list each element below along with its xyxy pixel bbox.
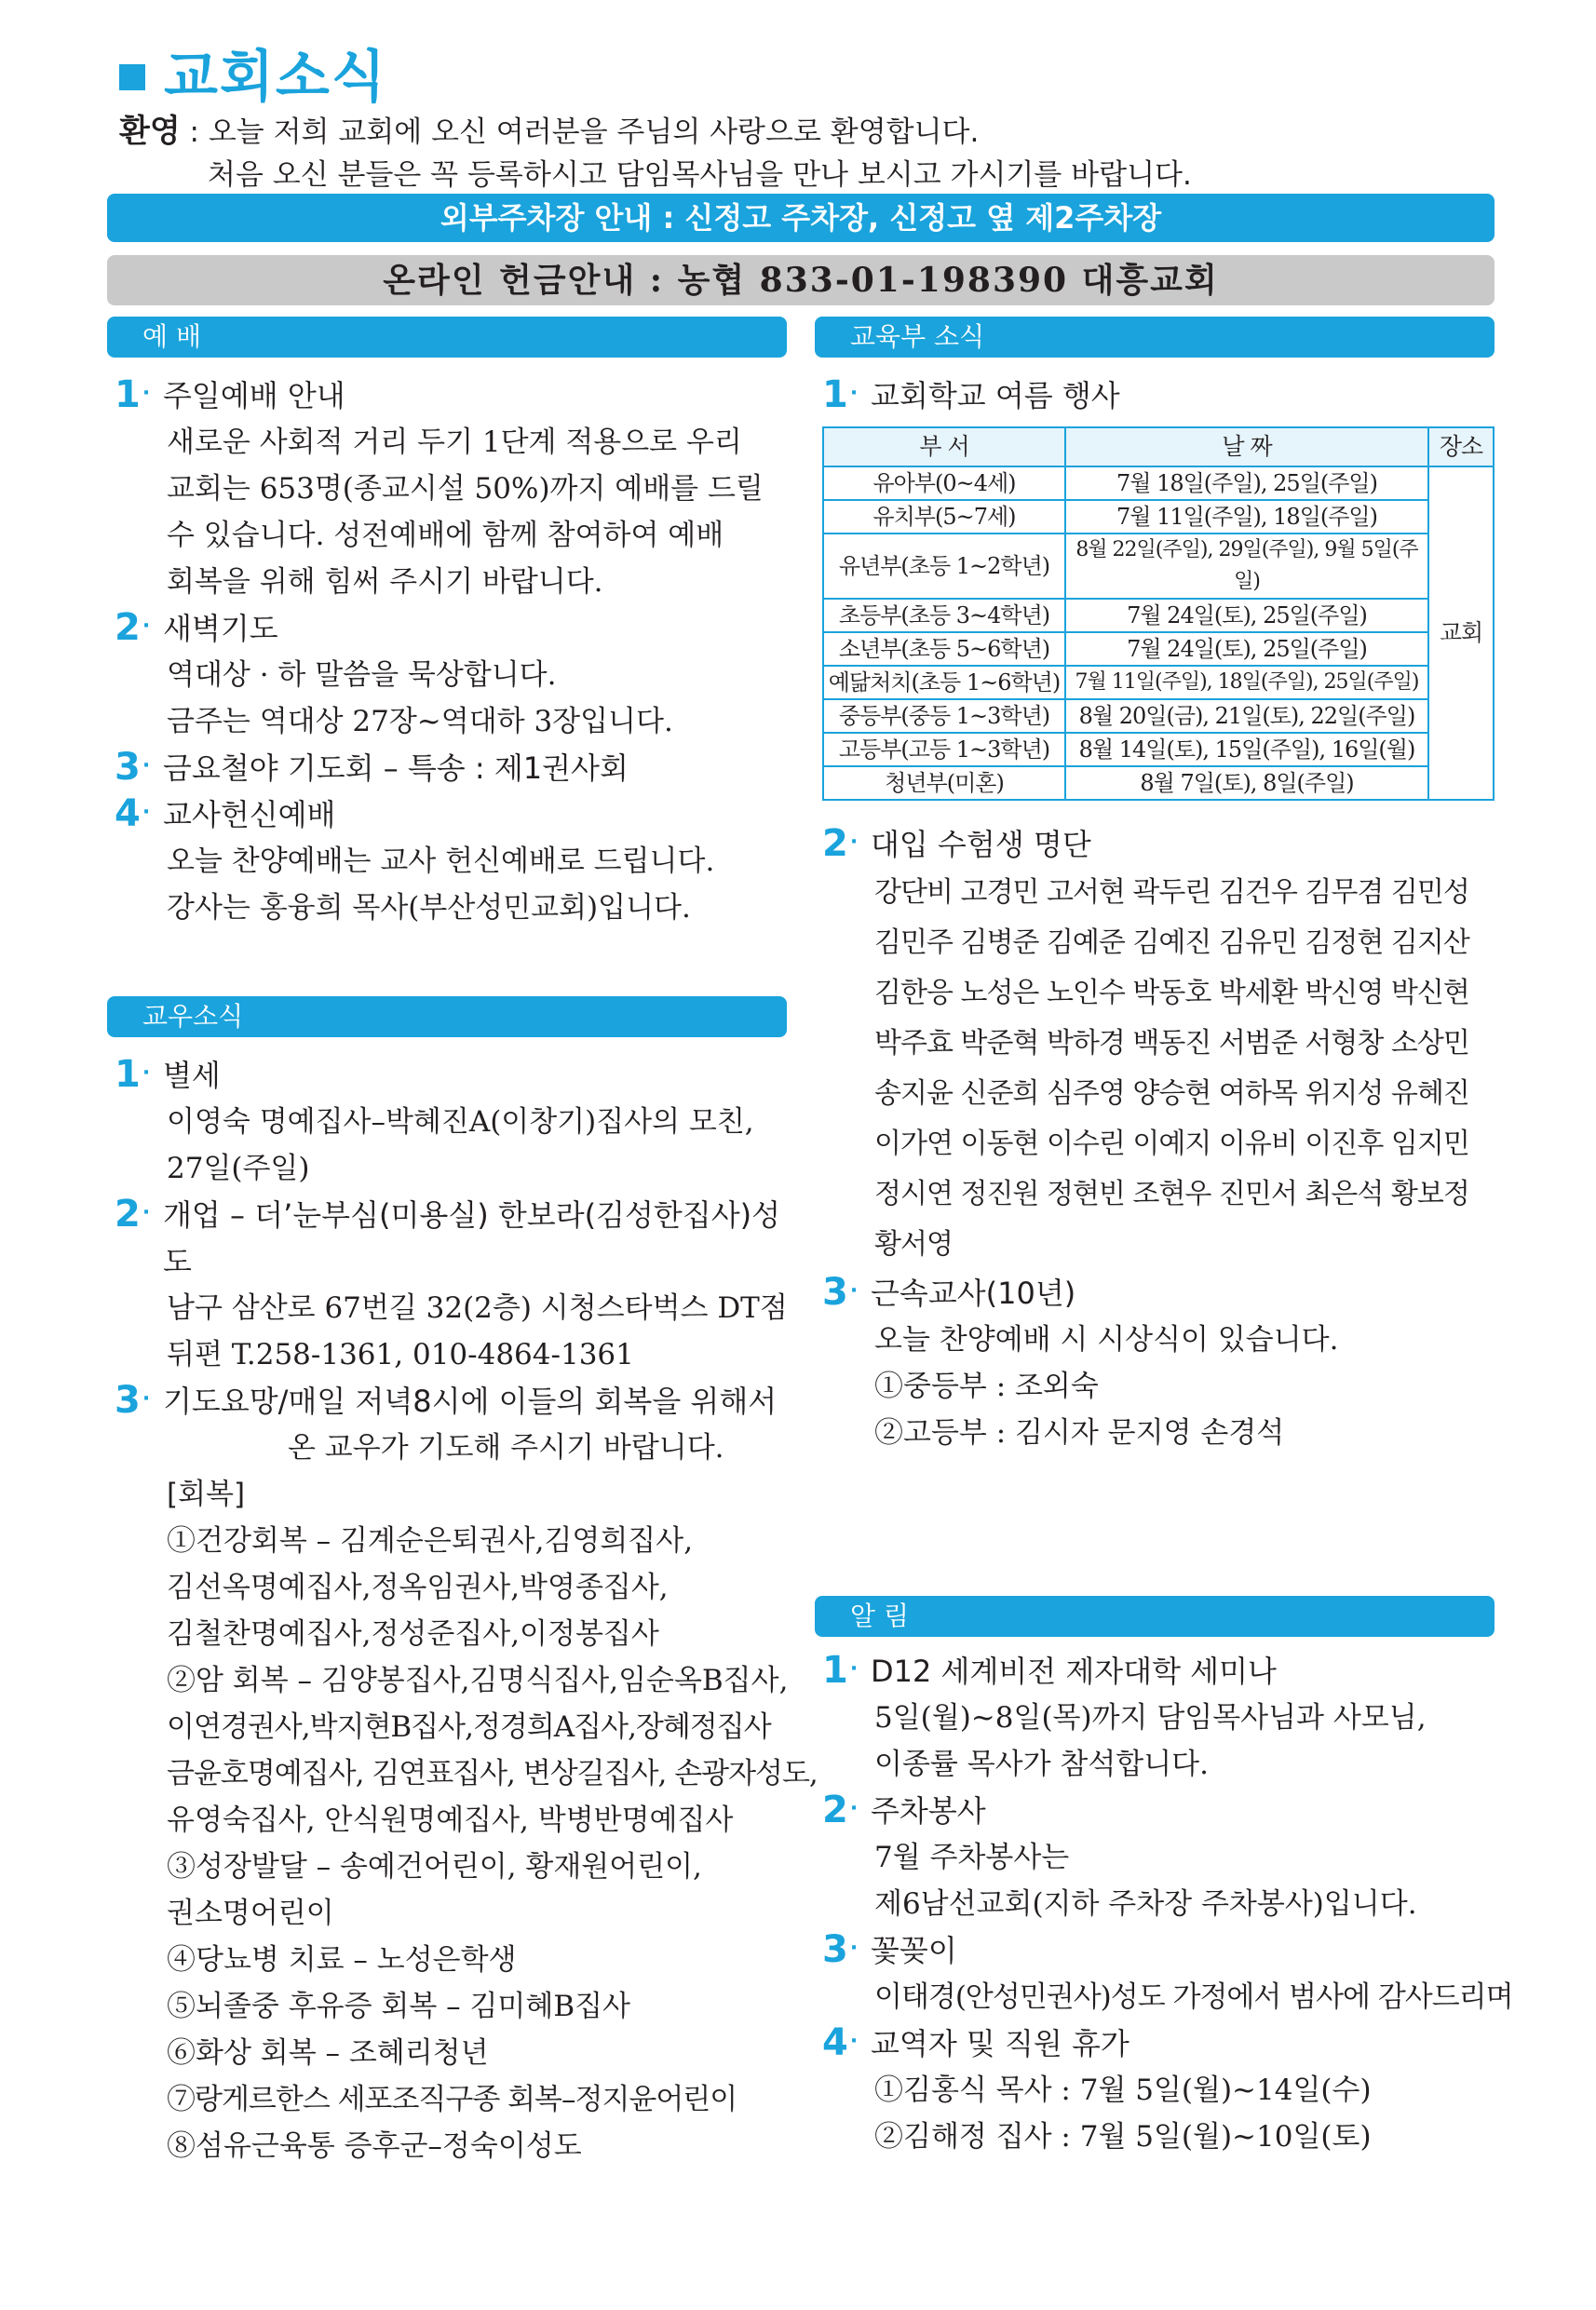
text-line: 황서영 (874, 1228, 953, 1261)
text-line: 5일(월)~8일(목)까지 담임목사님과 사모님, (874, 1701, 1427, 1735)
item-number: 2 (822, 1789, 848, 1831)
table-row (823, 599, 1494, 632)
members-item-1: 1· 별세 이영숙 명예집사–박혜진A(이창기)집사의 모친, 27일(주일) (107, 1052, 787, 1192)
item-title: 주일예배 안내 (163, 378, 345, 413)
text-line: 이종률 목사가 참석합니다. (874, 1748, 1209, 1781)
members-item-3: 3· 기도요망/매일 저녁8시에 이들의 회복을 위해서 온 교우가 기도해 주시기 바랍니다. [회복] ①건강회복 – 김계순은퇴권사,김영희집사, 김선옥명예집사,정옥임권사,박영종집사, 김철찬명예집사,정성준집사,이정봉집사 ②암 회복 – 김양봉집사,김명식집사,임순옥B집사, 이연경권사,박지현B집사,정경희A집사,장혜정집사 금윤호명예집사, 김연표집사, 변상길집사, 손광자성도, 유영숙집사, 안식원명예집사, 박병반명예집사 ③성장발달 – 송예건어린이, 황재원어린이, 권소명어린이 ④당뇨병 치료 – 노성은학생 ⑤뇌졸중 후유증 회복 – 김미혜B집사 ⑥화상 회복 – 조혜리청년 ⑦랑게르한스 세포조직구종 회복–정지윤어린이 ⑧섬유근육통 증후군–정숙이성도 (107, 1378, 787, 2169)
text-line: ⑦랑게르한스 세포조직구종 회복–정지윤어린이 (167, 2083, 737, 2116)
text-line: 오늘 찬양예배 시 시상식이 있습니다. (874, 1323, 1339, 1357)
item-title: 꽃꽂이 (871, 1933, 957, 1968)
table-header-cell: 장소 (1428, 427, 1494, 466)
education-section-heading: 교육부 소식 (815, 317, 1495, 358)
item-number: 1 (115, 373, 141, 416)
table-cell: 7월 24일(토), 25일(주일) (1065, 599, 1428, 632)
item-title: 근속교사(10년) (871, 1276, 1076, 1311)
text-line: 금윤호명예집사, 김연표집사, 변상길집사, 손광자성도, (167, 1757, 818, 1790)
welcome-label: 환영 (119, 113, 181, 150)
table-cell: 유년부(초등 1~2학년) (823, 534, 1065, 599)
table-cell: 8월 14일(토), 15일(주일), 16일(월) (1065, 733, 1428, 766)
text-line: ②암 회복 – 김양봉집사,김명식집사,임순옥B집사, (167, 1664, 789, 1697)
text-line: 송지윤 신준희 심주영 양승현 여하목 위지성 유혜진 (874, 1077, 1469, 1110)
text-line: 박주효 박준혁 박하경 백동진 서범준 서형창 소상민 (874, 1027, 1469, 1060)
item-title: 기도요망/매일 저녁8시에 이들의 회복을 위해서 (163, 1384, 778, 1419)
item-number: 4 (115, 792, 141, 835)
welcome-line-2: 처음 오신 분들은 꼭 등록하시고 담임목사님을 만나 보시고 가시기를 바랍니다. (208, 158, 1192, 192)
item-number: 2 (115, 606, 141, 649)
text-line: ②김해정 집사 : 7월 5일(월)~10일(토) (874, 2120, 1372, 2154)
table-header-cell: 날 짜 (1065, 427, 1428, 466)
text-line: ①김홍식 목사 : 7월 5일(월)~14일(수) (874, 2074, 1372, 2107)
page-title-text: 교회소식 (164, 45, 387, 110)
text-line: 온 교우가 기도해 주시기 바랍니다. (288, 1431, 724, 1465)
table-cell: 유치부(5~7세) (823, 500, 1065, 534)
text-line: ②고등부 : 김시자 문지영 손경석 (874, 1416, 1285, 1450)
text-line: ⑤뇌졸중 후유증 회복 – 김미혜B집사 (167, 1990, 630, 2023)
table-cell: 7월 11일(주일), 18일(주일) (1065, 500, 1428, 534)
education-item-3: 3· 근속교사(10년) 오늘 찬양예배 시 시상식이 있습니다. ①중등부 : 조외숙 ②고등부 : 김시자 문지영 손경석 (815, 1270, 1495, 1456)
table-cell: 8월 22일(주일), 29일(주일), 9월 5일(주일) (1065, 534, 1428, 599)
text-line: 김철찬명예집사,정성준집사,이정봉집사 (167, 1617, 659, 1651)
table-row (823, 733, 1494, 766)
item-number: 3 (822, 1928, 848, 1971)
item-title: 개업 – 더’눈부심(미용실) 한보라(김성한집사)성도 (163, 1197, 781, 1279)
table-cell: 유아부(0~4세) (823, 466, 1065, 500)
table-cell: 소년부(초등 5~6학년) (823, 632, 1065, 666)
text-line: 김선옥명예집사,정옥임권사,박영종집사, (167, 1571, 669, 1604)
text-line: 유영숙집사, 안식원명예집사, 박병반명예집사 (167, 1803, 734, 1837)
table-cell: 청년부(미혼) (823, 766, 1065, 800)
education-item-2: 2· 대입 수험생 명단 강단비 고경민 고서현 곽두린 김건우 김무겸 김민성 김민주 김병준 김예준 김예진 김유민 김정현 김지산 김한응 노성은 노인수 박동호 박세환 박신영 박신현 박주효 박준혁 박하경 백동진 서범준 서형창 소상민 송지윤 신준희 심주영 양승현 여하목 위지성 유혜진 이가연 이동현 이수린 이예지 이유비 이진후 임지민 정시연 정진원 정현빈 조현우 진민서 최은석 황보정 황서영 (815, 821, 1495, 1270)
worship-item-1: 1· 주일예배 안내 새로운 사회적 거리 두기 1단계 적용으로 우리 교회는 653명(종교시설 50%)까지 예배를 드릴 수 있습니다. 성전예배에 함께 참여하여 예배 회복을 위해 힘써 주시기 바랍니다. (107, 372, 787, 605)
text-line: 이영숙 명예집사–박혜진A(이창기)집사의 모친, (167, 1105, 754, 1139)
item-number: 2 (115, 1193, 141, 1236)
text-line: 강단비 고경민 고서현 곽두린 김건우 김무겸 김민성 (874, 876, 1469, 909)
notices-item-2: 2· 주차봉사 7월 주차봉사는 제6남선교회(지하 주차장 주차봉사)입니다. (815, 1788, 1495, 1927)
item-number: 2 (822, 822, 848, 865)
left-column (107, 317, 818, 2169)
notices-item-3: 3· 꽃꽂이 이태경(안성민권사)성도 가정에서 범사에 감사드리며 (815, 1927, 1495, 2020)
worship-item-4: 4· 교사헌신예배 오늘 찬양예배는 교사 헌신예배로 드립니다. 강사는 홍융희 목사(부산성민교회)입니다. (107, 791, 787, 931)
table-row (823, 500, 1494, 534)
education-item-1: 1· 교회학교 여름 행사 부 서 날 짜 장소 유아부(0~4세) 7월 18일(주일), 25일(주일) 교회 유치부(5~7세) 7월 11일(주일), 18일(주일) 유년부(초등 1~2학년) 8월 22일(주일), 29일(주일), 9월 5일(주일) 초등부(초등 3~4학년) 7월 24일(토), 25일(주일) 소년부(초등 5~6학년) 7월 24일(토), 25일(주일) 예닮처치(초등 1~6학년) 7월 11일(주일), 18일(주일), 25일(주일) 중등부(중등 1~3학년) 8월 20일(금), 21일(토), 22일(주일) 고등부(고등 1~3학년) 8월 14일(토), 15일(주일), 16일(월) 청년부(미혼) 8월 7일(토), 8일(주일) (815, 372, 1495, 801)
table-row (823, 632, 1494, 666)
parking-banner: 외부주차장 안내 : 신정고 주차장, 신정고 옆 제2주차장 (107, 194, 1495, 242)
table-cell: 예닮처치(초등 1~6학년) (823, 666, 1065, 699)
table-row (823, 466, 1494, 500)
text-line: ①건강회복 – 김계순은퇴권사,김영희집사, (167, 1524, 694, 1558)
text-line: 김한응 노성은 노인수 박동호 박세환 박신영 박신현 (874, 977, 1469, 1009)
worship-item-2: 2· 새벽기도 역대상 · 하 말씀을 묵상합니다. 금주는 역대상 27장~역대하 3장입니다. (107, 605, 787, 745)
worship-item-3: 3· 금요철야 기도회 – 특송 : 제1권사회 (115, 746, 629, 789)
text-line: 정시연 정진원 정현빈 조현우 진민서 최은석 황보정 (874, 1178, 1469, 1210)
notices-item-1: 1· D12 세계비전 제자대학 세미나 5일(월)~8일(목)까지 담임목사님과 사모님, 이종률 목사가 참석합니다. (815, 1648, 1495, 1788)
table-cell-place: 교회 (1428, 466, 1494, 800)
notices-section-heading: 알 림 (815, 1596, 1495, 1637)
text-line: ④당뇨병 치료 – 노성은학생 (167, 1943, 517, 1977)
text-line: 이태경(안성민권사)성도 가정에서 범사에 감사드리며 (874, 1980, 1513, 2014)
item-title: 대입 수험생 명단 (871, 827, 1091, 862)
item-title: 주차봉사 (871, 1793, 986, 1829)
item-number: 1 (822, 1649, 848, 1692)
text-line: 금주는 역대상 27장~역대하 3장입니다. (167, 705, 673, 738)
welcome-message (119, 110, 1192, 196)
item-title: 교역자 및 직원 휴가 (871, 2026, 1129, 2061)
item-title: D12 세계비전 제자대학 세미나 (871, 1654, 1277, 1689)
item-title: 금요철야 기도회 – 특송 : 제1권사회 (163, 750, 629, 786)
text-line: 27일(주일) (167, 1152, 310, 1185)
table-row (823, 666, 1494, 699)
text-line: 김민주 김병준 김예준 김예진 김유민 김정현 김지산 (874, 926, 1469, 959)
text-line: 회복을 위해 힘써 주시기 바랍니다. (167, 565, 603, 599)
table-cell: 초등부(초등 3~4학년) (823, 599, 1065, 632)
summer-events-table (822, 426, 1495, 801)
text-line: 이연경권사,박지현B집사,정경희A집사,장혜정집사 (167, 1710, 771, 1744)
text-line: 오늘 찬양예배는 교사 헌신예배로 드립니다. (167, 844, 715, 878)
text-line: ⑥화상 회복 – 조혜리청년 (167, 2036, 489, 2070)
text-line: 권소명어린이 (167, 1897, 334, 1930)
text-line: 뒤편 T.258-1361, 010-4864-1361 (167, 1338, 634, 1371)
table-row (823, 534, 1494, 599)
worship-section-heading: 예 배 (107, 317, 787, 358)
text-line: 제6남선교회(지하 주차장 주차봉사)입니다. (874, 1887, 1417, 1921)
item-number: 4 (822, 2021, 848, 2064)
table-cell: 7월 24일(토), 25일(주일) (1065, 632, 1428, 666)
item-number: 3 (115, 746, 141, 789)
text-line: ①중등부 : 조외숙 (874, 1370, 1099, 1403)
text-line: 수 있습니다. 성전예배에 함께 참여하여 예배 (167, 519, 724, 552)
text-line: 교회는 653명(종교시설 50%)까지 예배를 드릴 (167, 472, 764, 506)
text-line: 이가연 이동현 이수린 이예지 이유비 이진후 임지민 (874, 1128, 1469, 1160)
members-item-2: 2· 개업 – 더’눈부심(미용실) 한보라(김성한집사)성도 남구 삼산로 67번길 32(2층) 시청스타벅스 DT점 뒤편 T.258-1361, 010-4864-1361 (107, 1192, 787, 1378)
text-line: 남구 삼산로 67번길 32(2층) 시청스타벅스 DT점 (167, 1291, 788, 1325)
text-line: ⑧섬유근육통 증후군–정숙이성도 (167, 2129, 582, 2163)
notices-item-4: 4· 교역자 및 직원 휴가 ①김홍식 목사 : 7월 5일(월)~14일(수) ②김해정 집사 : 7월 5일(월)~10일(토) (815, 2020, 1495, 2160)
item-title: 교사헌신예배 (163, 797, 336, 832)
item-number: 1 (115, 1053, 141, 1096)
item-title: 교회학교 여름 행사 (871, 378, 1120, 413)
table-header-cell: 부 서 (823, 427, 1065, 466)
square-bullet-icon (119, 64, 145, 90)
members-section-heading: 교우소식 (107, 996, 787, 1037)
item-number: 3 (115, 1379, 141, 1422)
page-title (119, 45, 387, 110)
item-title: 새벽기도 (163, 611, 278, 646)
table-cell: 7월 18일(주일), 25일(주일) (1065, 466, 1428, 500)
table-cell: 8월 7일(토), 8일(주일) (1065, 766, 1428, 800)
text-line: 역대상 · 하 말씀을 묵상합니다. (167, 658, 557, 692)
table-cell: 중등부(중등 1~3학년) (823, 699, 1065, 733)
right-column (815, 317, 1513, 2160)
online-giving-banner: 온라인 헌금안내 : 농협 833-01-198390 대흥교회 (107, 255, 1495, 305)
subheading: [회복] (167, 1478, 246, 1511)
text-line: ③성장발달 – 송예건어린이, 황재원어린이, (167, 1850, 702, 1884)
item-number: 3 (822, 1271, 848, 1314)
table-cell: 고등부(고등 1~3학년) (823, 733, 1065, 766)
table-cell: 8월 20일(금), 21일(토), 22일(주일) (1065, 699, 1428, 733)
welcome-line-1: : 오늘 저희 교회에 오신 여러분을 주님의 사랑으로 환영합니다. (180, 115, 980, 149)
table-row (823, 766, 1494, 800)
table-row (823, 699, 1494, 733)
table-header-row (823, 427, 1494, 466)
item-title: 별세 (163, 1058, 221, 1093)
text-line: 7월 주차봉사는 (874, 1841, 1070, 1874)
item-number: 1 (822, 373, 848, 416)
table-cell: 7월 11일(주일), 18일(주일), 25일(주일) (1065, 666, 1428, 699)
text-line: 새로운 사회적 거리 두기 1단계 적용으로 우리 (167, 426, 742, 459)
text-line: 강사는 홍융희 목사(부산성민교회)입니다. (167, 891, 691, 925)
